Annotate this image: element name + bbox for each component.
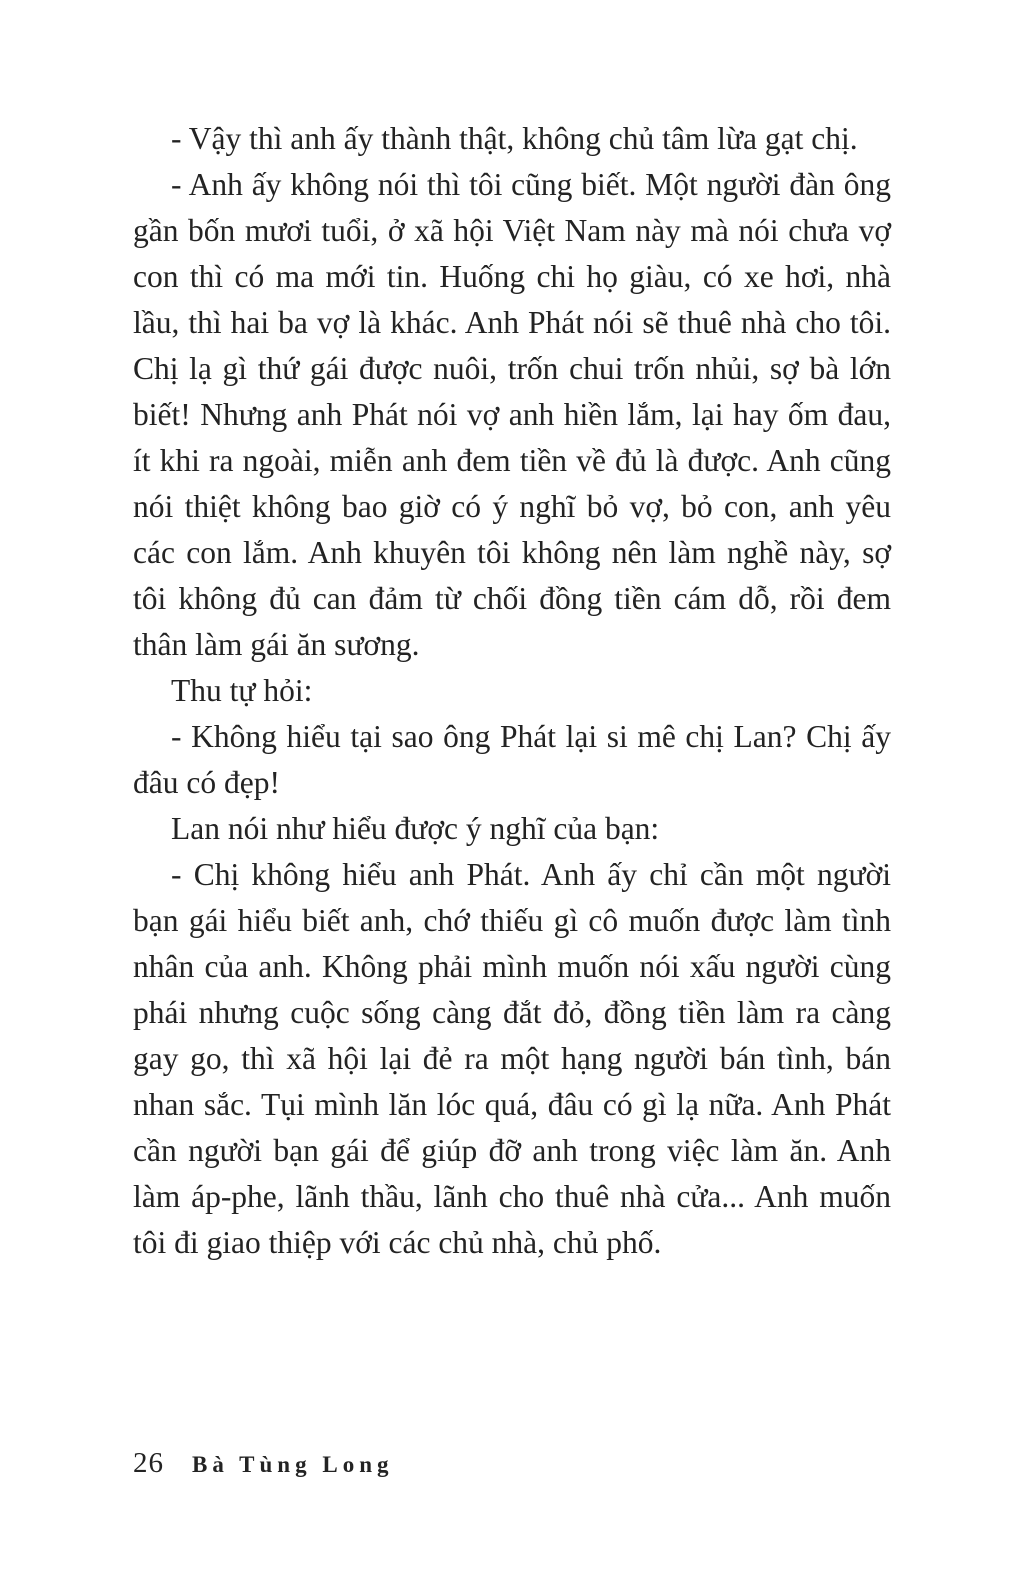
- paragraph: Thu tự hỏi:: [171, 673, 313, 708]
- paragraph: - Chị không hiểu anh Phát. Anh ấy chỉ cần một người bạn gái hiểu biết anh, chớ thiếu gì cô muốn được làm tình nhân của anh. Không phải mình muốn nói xấu người cùng phái nhưng cuộc sống càng đắt đỏ, đồng tiền làm ra càng gay go, thì xã hội lại đẻ ra một hạng người bán tình, bán nhan sắc. Tụi mình lăn lóc quá, đâu có gì lạ nữa. Anh Phát cần người bạn gái để giúp đỡ anh trong việc làm ăn. Anh làm áp-phe, lãnh thầu, lãnh cho thuê nhà cửa... Anh muốn tôi đi giao thiệp với các chủ nhà, chủ phố.: [133, 857, 891, 1260]
- paragraph: Lan nói như hiểu được ý nghĩ của bạn:: [171, 811, 660, 846]
- running-title-author: Bà Tùng Long: [192, 1452, 394, 1477]
- paragraph: - Vậy thì anh ấy thành thật, không chủ tâm lừa gạt chị.: [171, 121, 858, 156]
- paragraph: - Không hiểu tại sao ông Phát lại si mê chị Lan? Chị ấy đâu có đẹp!: [133, 719, 891, 800]
- page-number: 26: [133, 1447, 164, 1479]
- paragraph: - Anh ấy không nói thì tôi cũng biết. Một người đàn ông gần bốn mươi tuổi, ở xã hội Việt Nam này mà nói chưa vợ con thì có ma mới tin. Huống chi họ giàu, có xe hơi, nhà lầu, thì hai ba vợ là khác. Anh Phát nói sẽ thuê nhà cho tôi. Chị lạ gì thứ gái được nuôi, trốn chui trốn nhủi, sợ bà lớn biết! Nhưng anh Phát nói vợ anh hiền lắm, lại hay ốm đau, ít khi ra ngoài, miễn anh đem tiền về đủ là được. Anh cũng nói thiệt không bao giờ có ý nghĩ bỏ vợ, bỏ con, anh yêu các con lắm. Anh khuyên tôi không nên làm nghề này, sợ tôi không đủ can đảm từ chối đồng tiền cám dỗ, rồi đem thân làm gái ăn sương.: [133, 167, 891, 662]
- page-text-block: [133, 116, 891, 1266]
- page-footer: [133, 1447, 393, 1480]
